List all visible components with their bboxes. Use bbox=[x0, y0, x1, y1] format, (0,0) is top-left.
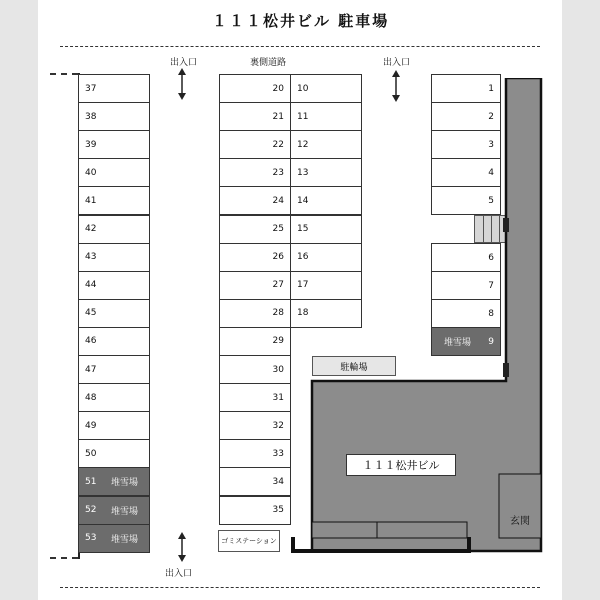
parking-space-39 bbox=[78, 130, 150, 159]
parking-space-number: 41 bbox=[85, 195, 97, 206]
parking-space-45 bbox=[78, 299, 150, 328]
parking-space-number: 45 bbox=[85, 308, 97, 319]
parking-space-24 bbox=[219, 186, 291, 215]
snow-storage-label: 堆雪場 bbox=[111, 478, 139, 489]
parking-space-48 bbox=[78, 383, 150, 412]
parking-space-5 bbox=[431, 186, 501, 215]
parking-space-number: 5 bbox=[488, 195, 494, 206]
parking-space-2 bbox=[431, 102, 501, 131]
parking-space-9 bbox=[431, 327, 501, 356]
parking-space-34 bbox=[219, 467, 291, 496]
parking-space-32 bbox=[219, 411, 291, 440]
parking-space-10 bbox=[290, 74, 362, 103]
entry-hall-label: 玄関 bbox=[510, 516, 530, 527]
building-label: １１１松井ビル bbox=[346, 454, 456, 476]
garbage-station: ゴミステーション bbox=[218, 530, 280, 552]
parking-space-35 bbox=[219, 496, 291, 525]
parking-space-44 bbox=[78, 271, 150, 300]
parking-space-number: 40 bbox=[85, 167, 97, 178]
parking-space-52 bbox=[78, 496, 150, 525]
parking-space-20 bbox=[219, 74, 291, 103]
parking-space-47 bbox=[78, 355, 150, 384]
parking-space-number: 46 bbox=[85, 336, 97, 347]
entrance-arrow-bottom bbox=[176, 532, 188, 562]
parking-space-11 bbox=[290, 102, 362, 131]
parking-space-number: 20 bbox=[272, 83, 284, 94]
parking-space-13 bbox=[290, 158, 362, 187]
parking-space-17 bbox=[290, 271, 362, 300]
parking-space-number: 14 bbox=[297, 195, 309, 206]
back-road-label: 裏側道路 bbox=[250, 58, 287, 68]
parking-space-number: 37 bbox=[85, 83, 97, 94]
parking-space-number: 27 bbox=[272, 280, 284, 291]
top-boundary-line bbox=[60, 46, 540, 47]
parking-space-number: 9 bbox=[488, 336, 494, 347]
parking-space-number: 31 bbox=[272, 392, 284, 403]
parking-space-53 bbox=[78, 524, 150, 553]
parking-space-43 bbox=[78, 243, 150, 272]
snow-storage-label: 堆雪場 bbox=[111, 534, 139, 545]
parking-space-28 bbox=[219, 299, 291, 328]
parking-space-number: 22 bbox=[272, 139, 284, 150]
parking-space-number: 53 bbox=[85, 533, 97, 544]
parking-space-50 bbox=[78, 439, 150, 468]
parking-space-8 bbox=[431, 299, 501, 328]
bicycle-parking: 駐輪場 bbox=[312, 356, 396, 376]
parking-space-number: 16 bbox=[297, 252, 309, 263]
parking-space-number: 21 bbox=[272, 111, 284, 122]
parking-space-number: 38 bbox=[85, 111, 97, 122]
entrance-label-top-left: 出入口 bbox=[170, 58, 198, 68]
parking-space-number: 4 bbox=[488, 167, 494, 178]
parking-space-6 bbox=[431, 243, 501, 272]
parking-space-26 bbox=[219, 243, 291, 272]
map-title: １１１松井ビル 駐車場 bbox=[212, 12, 390, 30]
entrance-arrow-top-left bbox=[176, 68, 188, 100]
parking-space-number: 35 bbox=[272, 505, 284, 516]
parking-space-number: 3 bbox=[488, 139, 494, 150]
parking-space-number: 49 bbox=[85, 420, 97, 431]
parking-space-49 bbox=[78, 411, 150, 440]
parking-space-12 bbox=[290, 130, 362, 159]
parking-space-number: 10 bbox=[297, 83, 309, 94]
parking-space-number: 25 bbox=[272, 224, 284, 235]
parking-space-number: 1 bbox=[488, 83, 494, 94]
parking-space-18 bbox=[290, 299, 362, 328]
parking-space-41 bbox=[78, 186, 150, 215]
snow-storage-label: 堆雪場 bbox=[111, 506, 139, 517]
parking-space-31 bbox=[219, 383, 291, 412]
parking-space-51 bbox=[78, 467, 150, 496]
parking-space-number: 23 bbox=[272, 167, 284, 178]
parking-space-33 bbox=[219, 439, 291, 468]
parking-space-number: 52 bbox=[85, 505, 97, 516]
parking-space-7 bbox=[431, 271, 501, 300]
parking-space-number: 50 bbox=[85, 448, 97, 459]
parking-space-14 bbox=[290, 186, 362, 215]
parking-space-number: 8 bbox=[488, 308, 494, 319]
parking-space-number: 28 bbox=[272, 308, 284, 319]
parking-space-21 bbox=[219, 102, 291, 131]
parking-space-number: 43 bbox=[85, 252, 97, 263]
parking-space-42 bbox=[78, 215, 150, 244]
parking-space-number: 34 bbox=[272, 476, 284, 487]
parking-space-27 bbox=[219, 271, 291, 300]
parking-space-number: 44 bbox=[85, 280, 97, 291]
parking-space-number: 17 bbox=[297, 280, 309, 291]
parking-space-number: 29 bbox=[272, 336, 284, 347]
parking-space-22 bbox=[219, 130, 291, 159]
entrance-label-bottom: 出入口 bbox=[165, 569, 193, 579]
parking-space-number: 33 bbox=[272, 448, 284, 459]
parking-space-23 bbox=[219, 158, 291, 187]
parking-space-number: 6 bbox=[488, 252, 494, 263]
parking-space-number: 47 bbox=[85, 364, 97, 375]
parking-space-number: 42 bbox=[85, 224, 97, 235]
parking-space-number: 7 bbox=[488, 280, 494, 291]
parking-space-16 bbox=[290, 243, 362, 272]
parking-space-number: 24 bbox=[272, 195, 284, 206]
left-boundary-stub bbox=[50, 73, 78, 75]
parking-space-number: 30 bbox=[272, 364, 284, 375]
parking-space-number: 15 bbox=[297, 224, 309, 235]
parking-space-30 bbox=[219, 355, 291, 384]
parking-space-25 bbox=[219, 215, 291, 244]
parking-space-number: 13 bbox=[297, 167, 309, 178]
bottom-boundary-line bbox=[60, 587, 540, 588]
parking-space-number: 12 bbox=[297, 139, 309, 150]
parking-space-15 bbox=[290, 215, 362, 244]
parking-space-29 bbox=[219, 327, 291, 356]
snow-storage-label: 堆雪場 bbox=[444, 338, 472, 349]
parking-space-3 bbox=[431, 130, 501, 159]
parking-space-1 bbox=[431, 74, 501, 103]
parking-space-number: 32 bbox=[272, 420, 284, 431]
parking-space-38 bbox=[78, 102, 150, 131]
parking-space-37 bbox=[78, 74, 150, 103]
parking-space-number: 11 bbox=[297, 111, 309, 122]
bottom-wall bbox=[291, 537, 471, 553]
parking-space-number: 2 bbox=[488, 111, 494, 122]
parking-space-46 bbox=[78, 327, 150, 356]
parking-space-4 bbox=[431, 158, 501, 187]
parking-space-number: 18 bbox=[297, 308, 309, 319]
parking-space-number: 26 bbox=[272, 252, 284, 263]
left-boundary-stub-bottom bbox=[50, 557, 78, 559]
parking-space-number: 39 bbox=[85, 139, 97, 150]
parking-space-number: 51 bbox=[85, 476, 97, 487]
entrance-label-top-right: 出入口 bbox=[383, 58, 411, 68]
parking-space-number: 48 bbox=[85, 392, 97, 403]
parking-space-40 bbox=[78, 158, 150, 187]
